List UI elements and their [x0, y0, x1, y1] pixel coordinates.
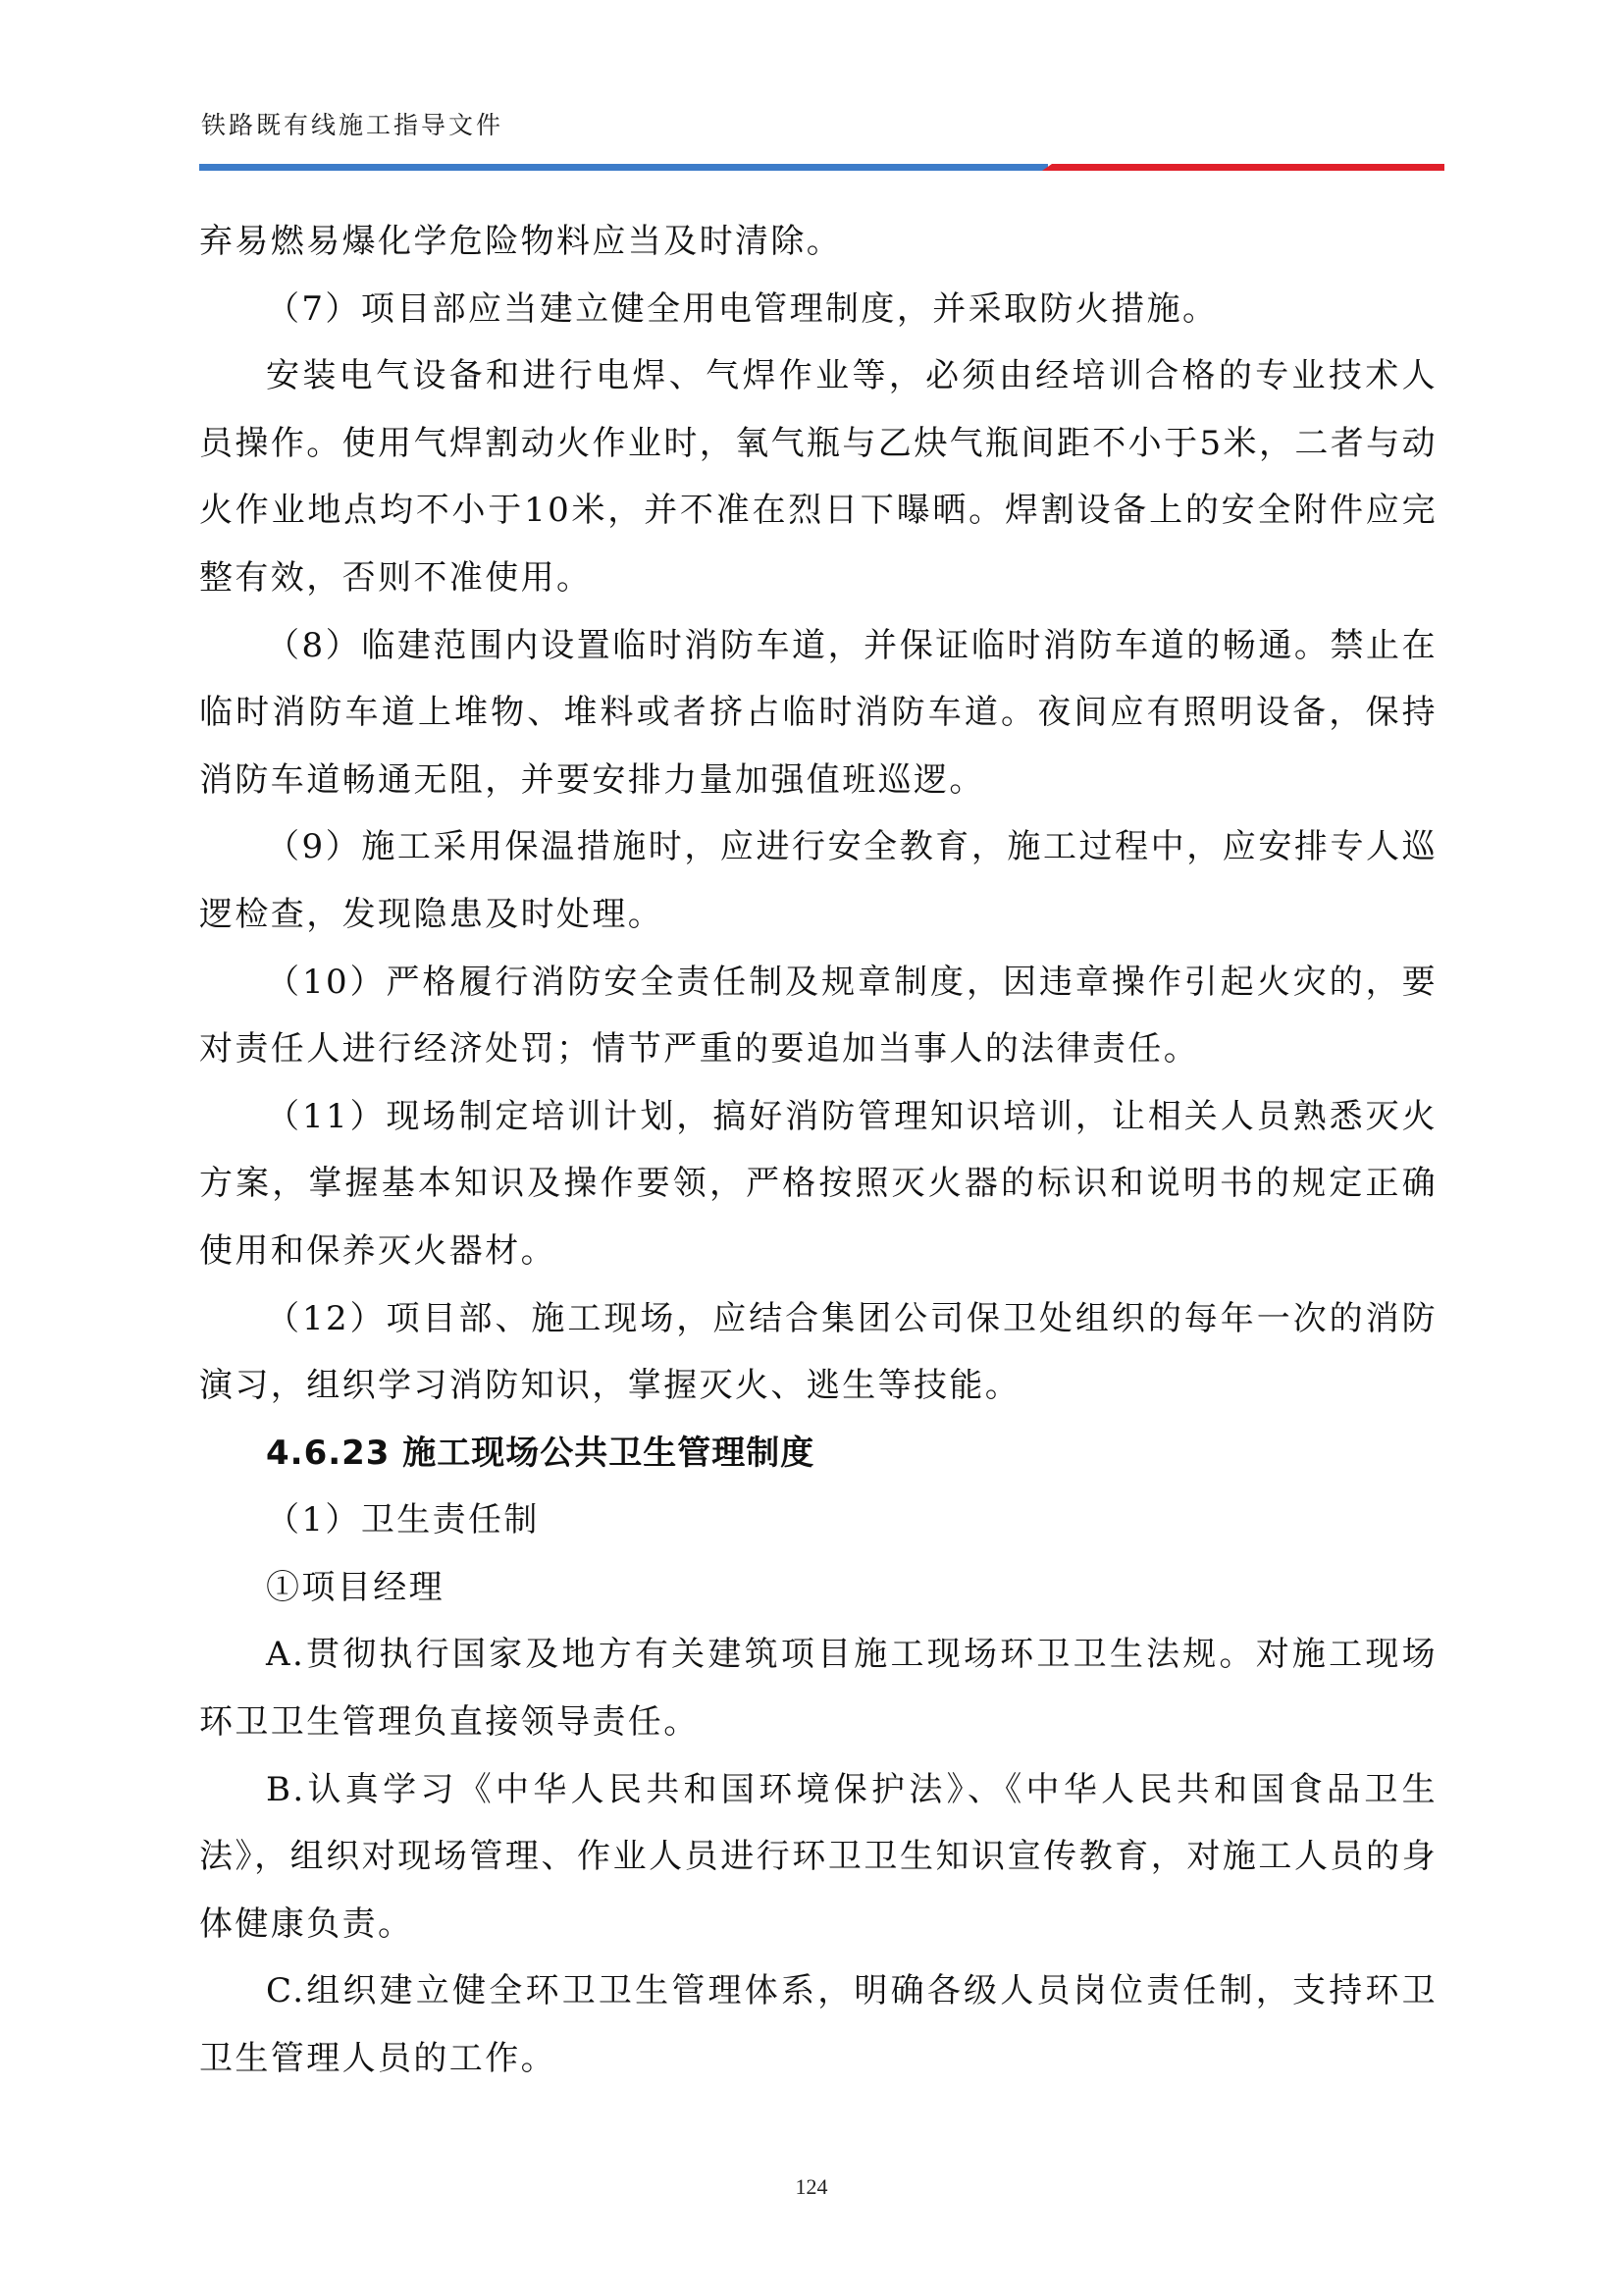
paragraph: ①项目经理	[266, 1567, 445, 1607]
header-title: 铁路既有线施工指导文件	[201, 111, 504, 139]
paragraph: B.认真学习《中华人民共和国环境保护法》、《中华人民共和国食品卫生法》，组织对现场管理、作业人员进行环卫卫生知识宣传教育，对施工人员的身体健康负责。	[199, 1769, 1438, 1944]
paragraph: 安装电气设备和进行电焊、气焊作业等，必须由经培训合格的专业技术人员操作。使用气焊割动火作业时，氧气瓶与乙炔气瓶间距不小于5米，二者与动火作业地点均不小于10米，并不准在烈日下曝晒。焊割设备上的安全附件应完整有效，否则不准使用。	[199, 356, 1438, 598]
paragraph: （12）项目部、施工现场，应结合集团公司保卫处组织的每年一次的消防演习，组织学习消防知识，掌握灭火、逃生等技能。	[199, 1298, 1438, 1406]
page-number: 124	[795, 2174, 828, 2199]
section-heading: 4.6.23 施工现场公共卫生管理制度	[266, 1433, 815, 1473]
paragraph: C.组织建立健全环卫卫生管理体系，明确各级人员岗位责任制，支持环卫卫生管理人员的工作。	[199, 1971, 1438, 2079]
paragraph: （1）卫生责任制	[266, 1500, 540, 1540]
header-rule-blue	[199, 164, 1048, 171]
paragraph: （7）项目部应当建立健全用电管理制度，并采取防火措施。	[266, 288, 1219, 329]
paragraph: （9）施工采用保温措施时，应进行安全教育，施工过程中，应安排专人巡逻检查，发现隐患及时处理。	[199, 827, 1438, 934]
paragraph: （8）临建范围内设置临时消防车道，并保证临时消防车道的畅通。禁止在临时消防车道上堆物、堆料或者挤占临时消防车道。夜间应有照明设备，保持消防车道畅通无阻，并要安排力量加强值班巡逻。	[199, 625, 1438, 800]
paragraph: A.贯彻执行国家及地方有关建筑项目施工现场环卫卫生法规。对施工现场环卫卫生管理负直接领导责任。	[199, 1635, 1438, 1743]
document-body	[199, 208, 1438, 2093]
header-rule-red	[1042, 164, 1444, 171]
paragraph: （10）严格履行消防安全责任制及规章制度，因违章操作引起火灾的，要对责任人进行经济处罚；情节严重的要追加当事人的法律责任。	[199, 962, 1438, 1070]
paragraph: 弃易燃易爆化学危险物料应当及时清除。	[199, 222, 843, 261]
paragraph: （11）现场制定培训计划，搞好消防管理知识培训，让相关人员熟悉灭火方案，掌握基本知识及操作要领，严格按照灭火器的标识和说明书的规定正确使用和保养灭火器材。	[199, 1096, 1438, 1271]
